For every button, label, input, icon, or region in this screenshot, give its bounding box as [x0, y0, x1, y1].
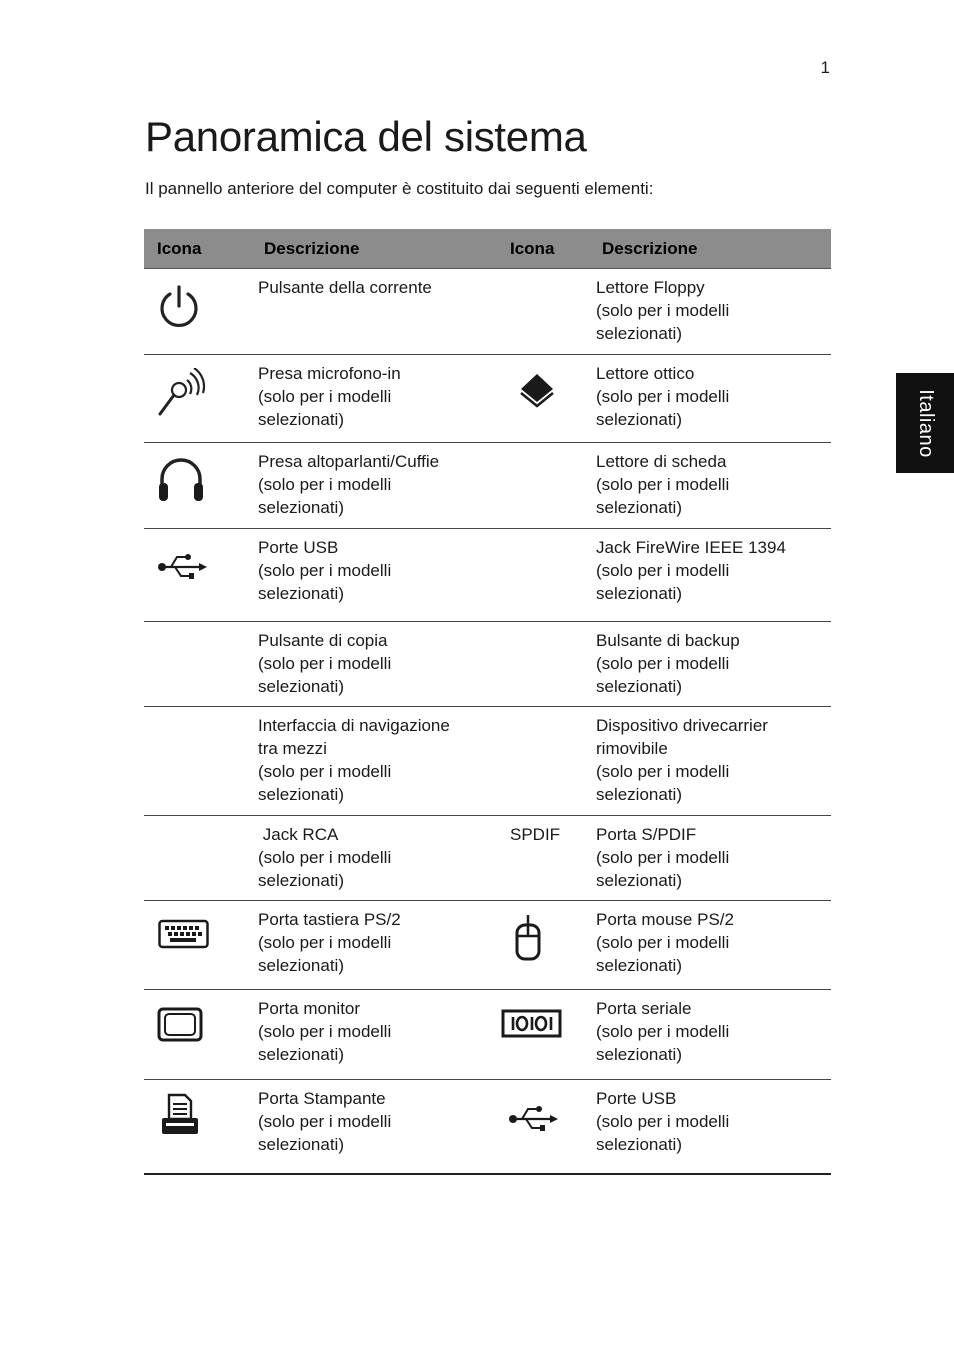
icon-cell [497, 529, 589, 622]
optical-drive-icon [510, 372, 580, 434]
icon-cell [144, 622, 251, 707]
description-cell [589, 443, 831, 529]
description-cell [251, 1080, 497, 1175]
icon-cell [497, 269, 589, 355]
description-cell [589, 1080, 831, 1175]
table-row [144, 443, 831, 529]
icon-cell [497, 443, 589, 529]
description-cell [589, 990, 831, 1080]
icon-cell [497, 355, 589, 443]
table-row [144, 707, 831, 816]
description-text: Porta monitor (solo per i modelli selezionati) [258, 999, 392, 1064]
intro-text: Il pannello anteriore del computer è costituito dai seguenti elementi: [145, 179, 654, 198]
table-row [144, 269, 831, 355]
icon-cell [144, 529, 251, 622]
description-text: Porta S/PDIF (solo per i modelli selezionati) [596, 825, 730, 890]
description-cell [589, 901, 831, 990]
description-text: Jack FireWire IEEE 1394 (solo per i modelli selezionati) [596, 538, 786, 603]
description-cell [251, 355, 497, 443]
table-row [144, 816, 831, 901]
description-text: Lettore di scheda (solo per i modelli selezionati) [596, 452, 730, 517]
description-text: Porte USB (solo per i modelli selezionati) [596, 1089, 730, 1154]
description-text: Dispositivo drivecarrier rimovibile (solo per i modelli selezionati) [596, 716, 768, 804]
icon-cell [144, 990, 251, 1080]
language-tab-label: Italiano [914, 388, 937, 458]
description-text: Pulsante della corrente [258, 278, 432, 297]
description-text: Pulsante di copia (solo per i modelli selezionati) [258, 631, 392, 696]
power-icon [157, 284, 227, 346]
printer-icon [157, 1093, 227, 1155]
icon-cell [497, 816, 589, 901]
description-text: Porta seriale (solo per i modelli selezionati) [596, 999, 730, 1064]
microphone-icon [157, 368, 227, 430]
keyboard-icon [157, 919, 227, 981]
table-row [144, 1080, 831, 1175]
table-row [144, 355, 831, 443]
description-cell [251, 529, 497, 622]
mouse-icon [510, 914, 580, 976]
serial-port-icon [510, 1009, 580, 1071]
description-cell [251, 990, 497, 1080]
language-tab [896, 373, 954, 473]
icon-cell [144, 1080, 251, 1175]
description-text: Porta tastiera PS/2 (solo per i modelli selezionati) [258, 910, 401, 975]
description-text: Presa microfono-in (solo per i modelli selezionati) [258, 364, 401, 429]
icon-cell [497, 1080, 589, 1175]
icon-cell [144, 816, 251, 901]
components-table [144, 229, 831, 1175]
icon-cell [497, 622, 589, 707]
description-cell [589, 269, 831, 355]
icon-cell [144, 269, 251, 355]
header-description-2: Descrizione [589, 229, 831, 269]
icon-cell [144, 707, 251, 816]
header-description-1: Descrizione [251, 229, 497, 269]
description-text: Bulsante di backup (solo per i modelli selezionati) [596, 631, 740, 696]
description-cell [251, 901, 497, 990]
page-title: Panoramica del sistema [145, 113, 587, 160]
description-text: Porte USB (solo per i modelli selezionati) [258, 538, 392, 603]
description-text: Interfaccia di navigazione tra mezzi (solo per i modelli selezionati) [258, 716, 450, 804]
description-cell [589, 529, 831, 622]
page-number: 1 [820, 58, 830, 77]
description-cell [589, 707, 831, 816]
monitor-icon [157, 1007, 227, 1069]
description-text: Lettore ottico (solo per i modelli selezionati) [596, 364, 730, 429]
description-text: Jack RCA (solo per i modelli selezionati) [258, 825, 392, 890]
description-cell [589, 355, 831, 443]
description-cell [589, 816, 831, 901]
description-cell [251, 622, 497, 707]
icon-cell [497, 901, 589, 990]
icon-cell [144, 443, 251, 529]
headphones-icon [157, 457, 227, 519]
header-icon-1: Icona [144, 229, 251, 269]
table-row [144, 990, 831, 1080]
table-row [144, 529, 831, 622]
description-text: Lettore Floppy (solo per i modelli selezionati) [596, 278, 730, 343]
table-row [144, 901, 831, 990]
icon-cell [144, 901, 251, 990]
usb-icon [157, 551, 227, 613]
description-cell [251, 816, 497, 901]
description-cell [251, 707, 497, 816]
description-cell [251, 269, 497, 355]
description-text: Presa altoparlanti/Cuffie (solo per i modelli selezionati) [258, 452, 440, 517]
table-row [144, 622, 831, 707]
table-header-row [144, 229, 831, 269]
header-icon-2: Icona [497, 229, 589, 269]
usb-icon [510, 1103, 580, 1165]
icon-cell [497, 707, 589, 816]
icon-cell [497, 990, 589, 1080]
description-cell [589, 622, 831, 707]
icon-cell [144, 355, 251, 443]
description-text: Porta mouse PS/2 (solo per i modelli selezionati) [596, 910, 734, 975]
description-text: Porta Stampante (solo per i modelli selezionati) [258, 1089, 392, 1154]
description-cell [251, 443, 497, 529]
spdif-label: SPDIF [510, 825, 561, 844]
